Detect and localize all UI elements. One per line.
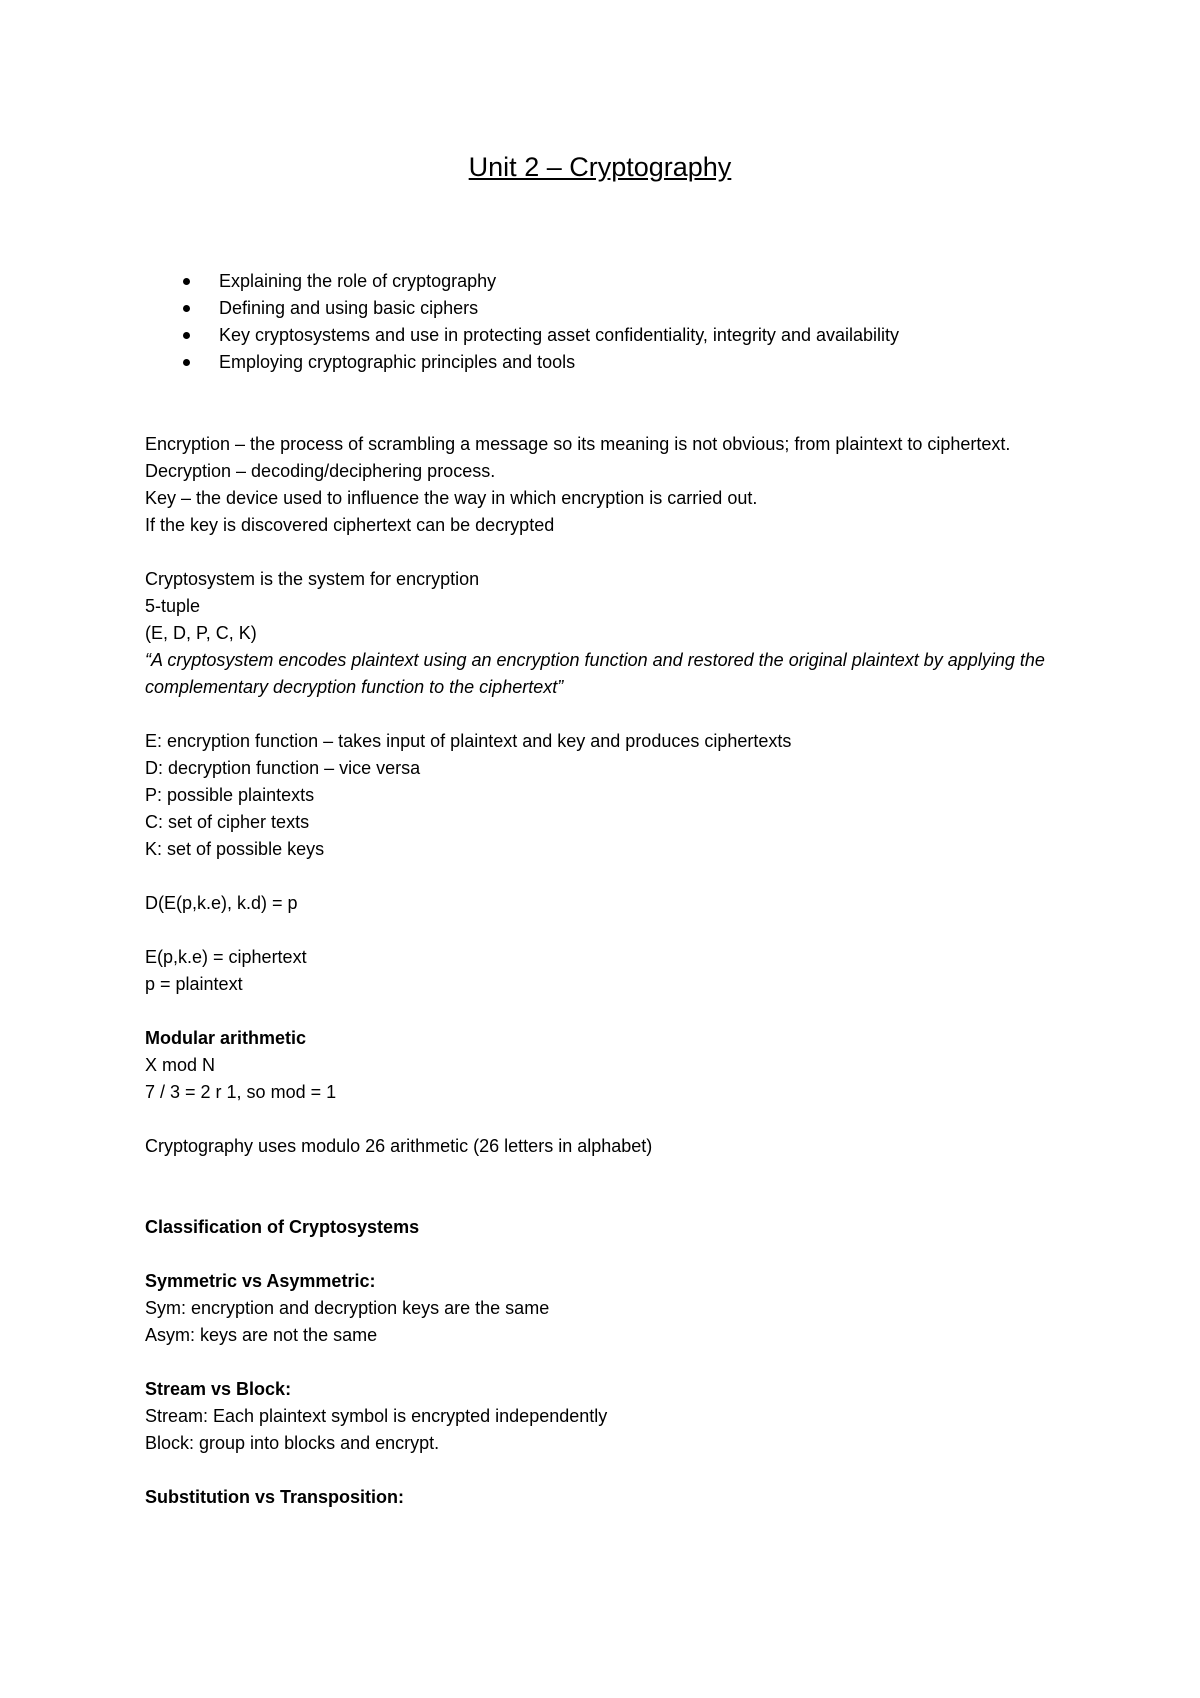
page-title: Unit 2 – Cryptography [468,152,732,182]
key-definition: Key – the device used to influence the way in which encryption is carried out. [145,488,758,508]
spacer [145,701,1065,728]
modular-heading: Modular arithmetic [145,1028,307,1048]
list-item [183,322,899,349]
list-item [183,295,899,322]
key-discovered-note: If the key is discovered ciphertext can be decrypted [145,515,555,535]
cryptosystem-tuple: 5-tuple [145,596,201,616]
spacer [145,1187,1065,1214]
component-plaintexts: P: possible plaintexts [145,785,315,805]
component-decryption: D: decryption function – vice versa [145,758,421,778]
component-ciphertexts: C: set of cipher texts [145,812,310,832]
formula-encrypt: E(p,k.e) = ciphertext [145,947,307,967]
formula-decrypt: D(E(p,k.e), k.d) = p [145,893,298,913]
bullet-icon [183,278,190,285]
modular-note: Cryptography uses modulo 26 arithmetic (26 letters in alphabet) [145,1136,653,1156]
spacer [145,917,1065,944]
spacer [145,998,1065,1025]
bullet-icon [183,332,190,339]
component-encryption: E: encryption function – takes input of plaintext and key and produces ciphertexts [145,731,792,751]
stream-text: Stream: Each plaintext symbol is encrypted independently [145,1406,608,1426]
decryption-definition: Decryption – decoding/deciphering process. [145,461,496,481]
document-body [145,431,1065,1511]
objective-text: Explaining the role of cryptography [219,271,497,291]
cryptosystem-quote: “A cryptosystem encodes plaintext using an encryption function and restored the original plaintext by applying the complementary decryption function to the ciphertext” [145,650,1045,697]
modular-notation: X mod N [145,1055,216,1075]
list-item [183,268,899,295]
classification-heading: Classification of Cryptosystems [145,1217,420,1237]
bullet-icon [183,359,190,366]
spacer [145,1349,1065,1376]
spacer [145,1106,1065,1133]
spacer [145,1160,1065,1187]
spacer [145,539,1065,566]
objective-text: Defining and using basic ciphers [219,298,479,318]
symmetric-text: Sym: encryption and decryption keys are the same [145,1298,550,1318]
asymmetric-text: Asym: keys are not the same [145,1325,378,1345]
spacer [145,863,1065,890]
bullet-icon [183,305,190,312]
cryptosystem-intro: Cryptosystem is the system for encryption [145,569,480,589]
objectives-list [183,268,899,376]
formula-plaintext: p = plaintext [145,974,243,994]
spacer [145,1241,1065,1268]
component-keys: K: set of possible keys [145,839,325,859]
cryptosystem-tuple-elements: (E, D, P, C, K) [145,623,257,643]
symmetric-heading: Symmetric vs Asymmetric: [145,1271,376,1291]
substitution-heading: Substitution vs Transposition: [145,1487,405,1507]
list-item [183,349,899,376]
block-text: Block: group into blocks and encrypt. [145,1433,440,1453]
spacer [145,1457,1065,1484]
objective-text: Employing cryptographic principles and tools [219,352,576,372]
objective-text: Key cryptosystems and use in protecting asset confidentiality, integrity and availability [219,325,900,345]
modular-example: 7 / 3 = 2 r 1, so mod = 1 [145,1082,337,1102]
encryption-definition: Encryption – the process of scrambling a message so its meaning is not obvious; from plaintext to ciphertext. [145,434,1011,454]
stream-heading: Stream vs Block: [145,1379,292,1399]
